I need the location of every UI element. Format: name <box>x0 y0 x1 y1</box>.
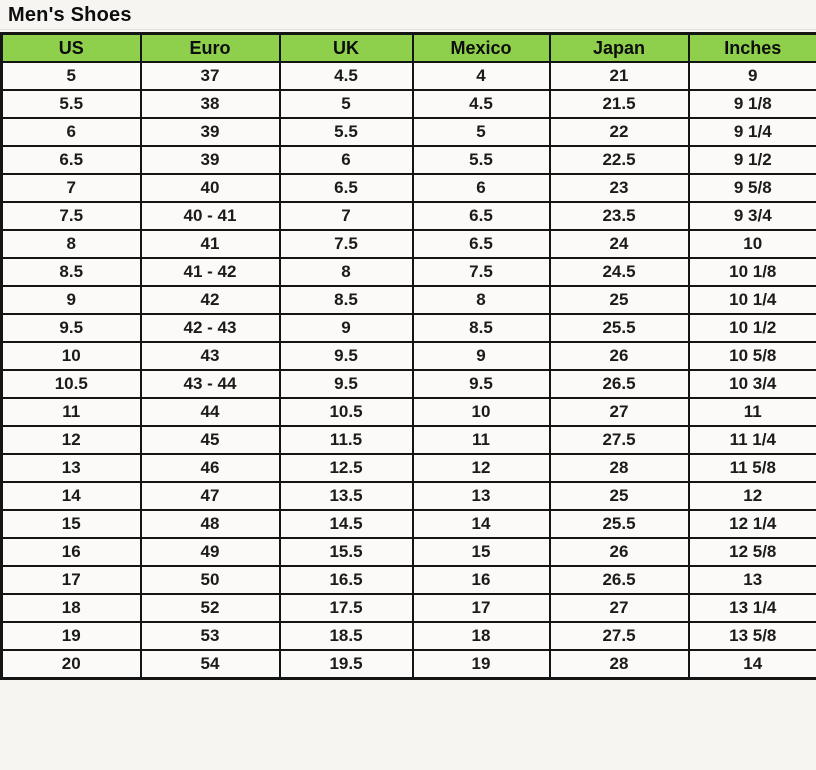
table-cell: 9 1/8 <box>689 90 816 118</box>
table-cell: 5.5 <box>280 118 413 146</box>
table-cell: 13 <box>2 454 141 482</box>
table-cell: 24 <box>550 230 689 258</box>
table-cell: 25.5 <box>550 510 689 538</box>
table-cell: 12 1/4 <box>689 510 816 538</box>
table-cell: 24.5 <box>550 258 689 286</box>
table-cell: 12 <box>413 454 550 482</box>
table-cell: 25 <box>550 482 689 510</box>
table-cell: 21 <box>550 62 689 90</box>
table-cell: 42 - 43 <box>141 314 280 342</box>
table-cell: 18.5 <box>280 622 413 650</box>
table-row <box>2 622 816 650</box>
table-cell: 18 <box>2 594 141 622</box>
table-row <box>2 342 816 370</box>
table-cell: 7 <box>2 174 141 202</box>
table-cell: 27.5 <box>550 426 689 454</box>
size-table-head <box>2 34 816 63</box>
table-cell: 10 <box>689 230 816 258</box>
table-cell: 52 <box>141 594 280 622</box>
column-header-uk: UK <box>280 34 413 63</box>
table-cell: 28 <box>550 454 689 482</box>
column-header-euro: Euro <box>141 34 280 63</box>
table-row <box>2 314 816 342</box>
table-cell: 50 <box>141 566 280 594</box>
size-table-body <box>2 62 816 679</box>
table-row <box>2 594 816 622</box>
table-cell: 11 <box>413 426 550 454</box>
table-row <box>2 146 816 174</box>
table-cell: 26.5 <box>550 370 689 398</box>
table-cell: 4 <box>413 62 550 90</box>
table-cell: 17.5 <box>280 594 413 622</box>
table-cell: 54 <box>141 650 280 679</box>
table-cell: 9 1/4 <box>689 118 816 146</box>
table-cell: 8 <box>2 230 141 258</box>
table-row <box>2 370 816 398</box>
table-cell: 6.5 <box>413 202 550 230</box>
table-cell: 46 <box>141 454 280 482</box>
table-cell: 12.5 <box>280 454 413 482</box>
table-row <box>2 538 816 566</box>
table-cell: 13 <box>689 566 816 594</box>
table-cell: 37 <box>141 62 280 90</box>
table-cell: 44 <box>141 398 280 426</box>
table-cell: 8.5 <box>2 258 141 286</box>
table-cell: 6.5 <box>280 174 413 202</box>
table-row <box>2 454 816 482</box>
table-cell: 11 5/8 <box>689 454 816 482</box>
table-cell: 41 <box>141 230 280 258</box>
table-row <box>2 650 816 679</box>
table-cell: 23.5 <box>550 202 689 230</box>
column-header-inches: Inches <box>689 34 816 63</box>
table-cell: 22.5 <box>550 146 689 174</box>
table-cell: 11 1/4 <box>689 426 816 454</box>
table-cell: 26 <box>550 342 689 370</box>
table-cell: 47 <box>141 482 280 510</box>
table-cell: 13 <box>413 482 550 510</box>
table-row <box>2 118 816 146</box>
table-cell: 8.5 <box>413 314 550 342</box>
table-cell: 6 <box>413 174 550 202</box>
table-cell: 5.5 <box>2 90 141 118</box>
table-row <box>2 258 816 286</box>
table-cell: 6.5 <box>413 230 550 258</box>
table-row <box>2 566 816 594</box>
table-cell: 10.5 <box>280 398 413 426</box>
table-cell: 11 <box>2 398 141 426</box>
table-cell: 26 <box>550 538 689 566</box>
table-cell: 11 <box>689 398 816 426</box>
table-cell: 12 5/8 <box>689 538 816 566</box>
table-cell: 8 <box>280 258 413 286</box>
table-cell: 15 <box>413 538 550 566</box>
table-cell: 41 - 42 <box>141 258 280 286</box>
table-cell: 14 <box>2 482 141 510</box>
table-cell: 10 3/4 <box>689 370 816 398</box>
table-cell: 19.5 <box>280 650 413 679</box>
table-row <box>2 482 816 510</box>
table-cell: 5 <box>2 62 141 90</box>
table-cell: 27 <box>550 398 689 426</box>
table-cell: 39 <box>141 146 280 174</box>
table-cell: 23 <box>550 174 689 202</box>
table-cell: 5 <box>280 90 413 118</box>
table-cell: 15.5 <box>280 538 413 566</box>
table-cell: 27.5 <box>550 622 689 650</box>
table-cell: 22 <box>550 118 689 146</box>
size-conversion-table <box>0 32 816 680</box>
table-cell: 38 <box>141 90 280 118</box>
table-row <box>2 398 816 426</box>
table-cell: 9.5 <box>413 370 550 398</box>
table-cell: 49 <box>141 538 280 566</box>
table-row <box>2 174 816 202</box>
table-cell: 26.5 <box>550 566 689 594</box>
column-header-japan: Japan <box>550 34 689 63</box>
table-cell: 13 5/8 <box>689 622 816 650</box>
table-cell: 7.5 <box>280 230 413 258</box>
table-cell: 14.5 <box>280 510 413 538</box>
table-cell: 6.5 <box>2 146 141 174</box>
column-header-mexico: Mexico <box>413 34 550 63</box>
table-row <box>2 426 816 454</box>
table-cell: 9 3/4 <box>689 202 816 230</box>
table-cell: 12 <box>689 482 816 510</box>
table-cell: 16 <box>413 566 550 594</box>
table-cell: 10 1/4 <box>689 286 816 314</box>
table-row <box>2 90 816 118</box>
table-cell: 6 <box>280 146 413 174</box>
table-cell: 21.5 <box>550 90 689 118</box>
table-cell: 4.5 <box>413 90 550 118</box>
table-row <box>2 62 816 90</box>
table-cell: 9 <box>689 62 816 90</box>
table-cell: 17 <box>413 594 550 622</box>
table-cell: 17 <box>2 566 141 594</box>
table-cell: 10.5 <box>2 370 141 398</box>
table-cell: 16.5 <box>280 566 413 594</box>
table-cell: 9 5/8 <box>689 174 816 202</box>
table-row <box>2 510 816 538</box>
title-divider <box>0 29 816 30</box>
table-cell: 19 <box>413 650 550 679</box>
table-cell: 10 5/8 <box>689 342 816 370</box>
table-cell: 5.5 <box>413 146 550 174</box>
table-cell: 43 <box>141 342 280 370</box>
table-cell: 5 <box>413 118 550 146</box>
table-cell: 14 <box>689 650 816 679</box>
table-cell: 7 <box>280 202 413 230</box>
table-cell: 10 <box>2 342 141 370</box>
table-cell: 9 <box>2 286 141 314</box>
table-cell: 20 <box>2 650 141 679</box>
table-cell: 10 <box>413 398 550 426</box>
table-cell: 15 <box>2 510 141 538</box>
table-cell: 7.5 <box>413 258 550 286</box>
table-cell: 8.5 <box>280 286 413 314</box>
table-cell: 12 <box>2 426 141 454</box>
table-cell: 43 - 44 <box>141 370 280 398</box>
table-cell: 27 <box>550 594 689 622</box>
table-cell: 11.5 <box>280 426 413 454</box>
table-cell: 9.5 <box>280 342 413 370</box>
table-cell: 13.5 <box>280 482 413 510</box>
table-cell: 40 - 41 <box>141 202 280 230</box>
table-cell: 19 <box>2 622 141 650</box>
table-row <box>2 286 816 314</box>
table-cell: 18 <box>413 622 550 650</box>
table-cell: 39 <box>141 118 280 146</box>
table-cell: 40 <box>141 174 280 202</box>
table-cell: 16 <box>2 538 141 566</box>
table-cell: 10 1/8 <box>689 258 816 286</box>
table-cell: 8 <box>413 286 550 314</box>
table-cell: 48 <box>141 510 280 538</box>
table-cell: 10 1/2 <box>689 314 816 342</box>
table-cell: 9 <box>413 342 550 370</box>
table-cell: 14 <box>413 510 550 538</box>
table-cell: 6 <box>2 118 141 146</box>
column-header-us: US <box>2 34 141 63</box>
table-cell: 4.5 <box>280 62 413 90</box>
table-cell: 25.5 <box>550 314 689 342</box>
table-cell: 53 <box>141 622 280 650</box>
size-table-header-row <box>2 34 816 63</box>
table-cell: 9 1/2 <box>689 146 816 174</box>
table-cell: 42 <box>141 286 280 314</box>
table-cell: 25 <box>550 286 689 314</box>
table-cell: 9.5 <box>280 370 413 398</box>
table-row <box>2 230 816 258</box>
table-cell: 7.5 <box>2 202 141 230</box>
table-cell: 9 <box>280 314 413 342</box>
table-row <box>2 202 816 230</box>
page-title: Men's Shoes <box>8 4 132 26</box>
table-cell: 9.5 <box>2 314 141 342</box>
table-cell: 28 <box>550 650 689 679</box>
table-cell: 13 1/4 <box>689 594 816 622</box>
table-cell: 45 <box>141 426 280 454</box>
